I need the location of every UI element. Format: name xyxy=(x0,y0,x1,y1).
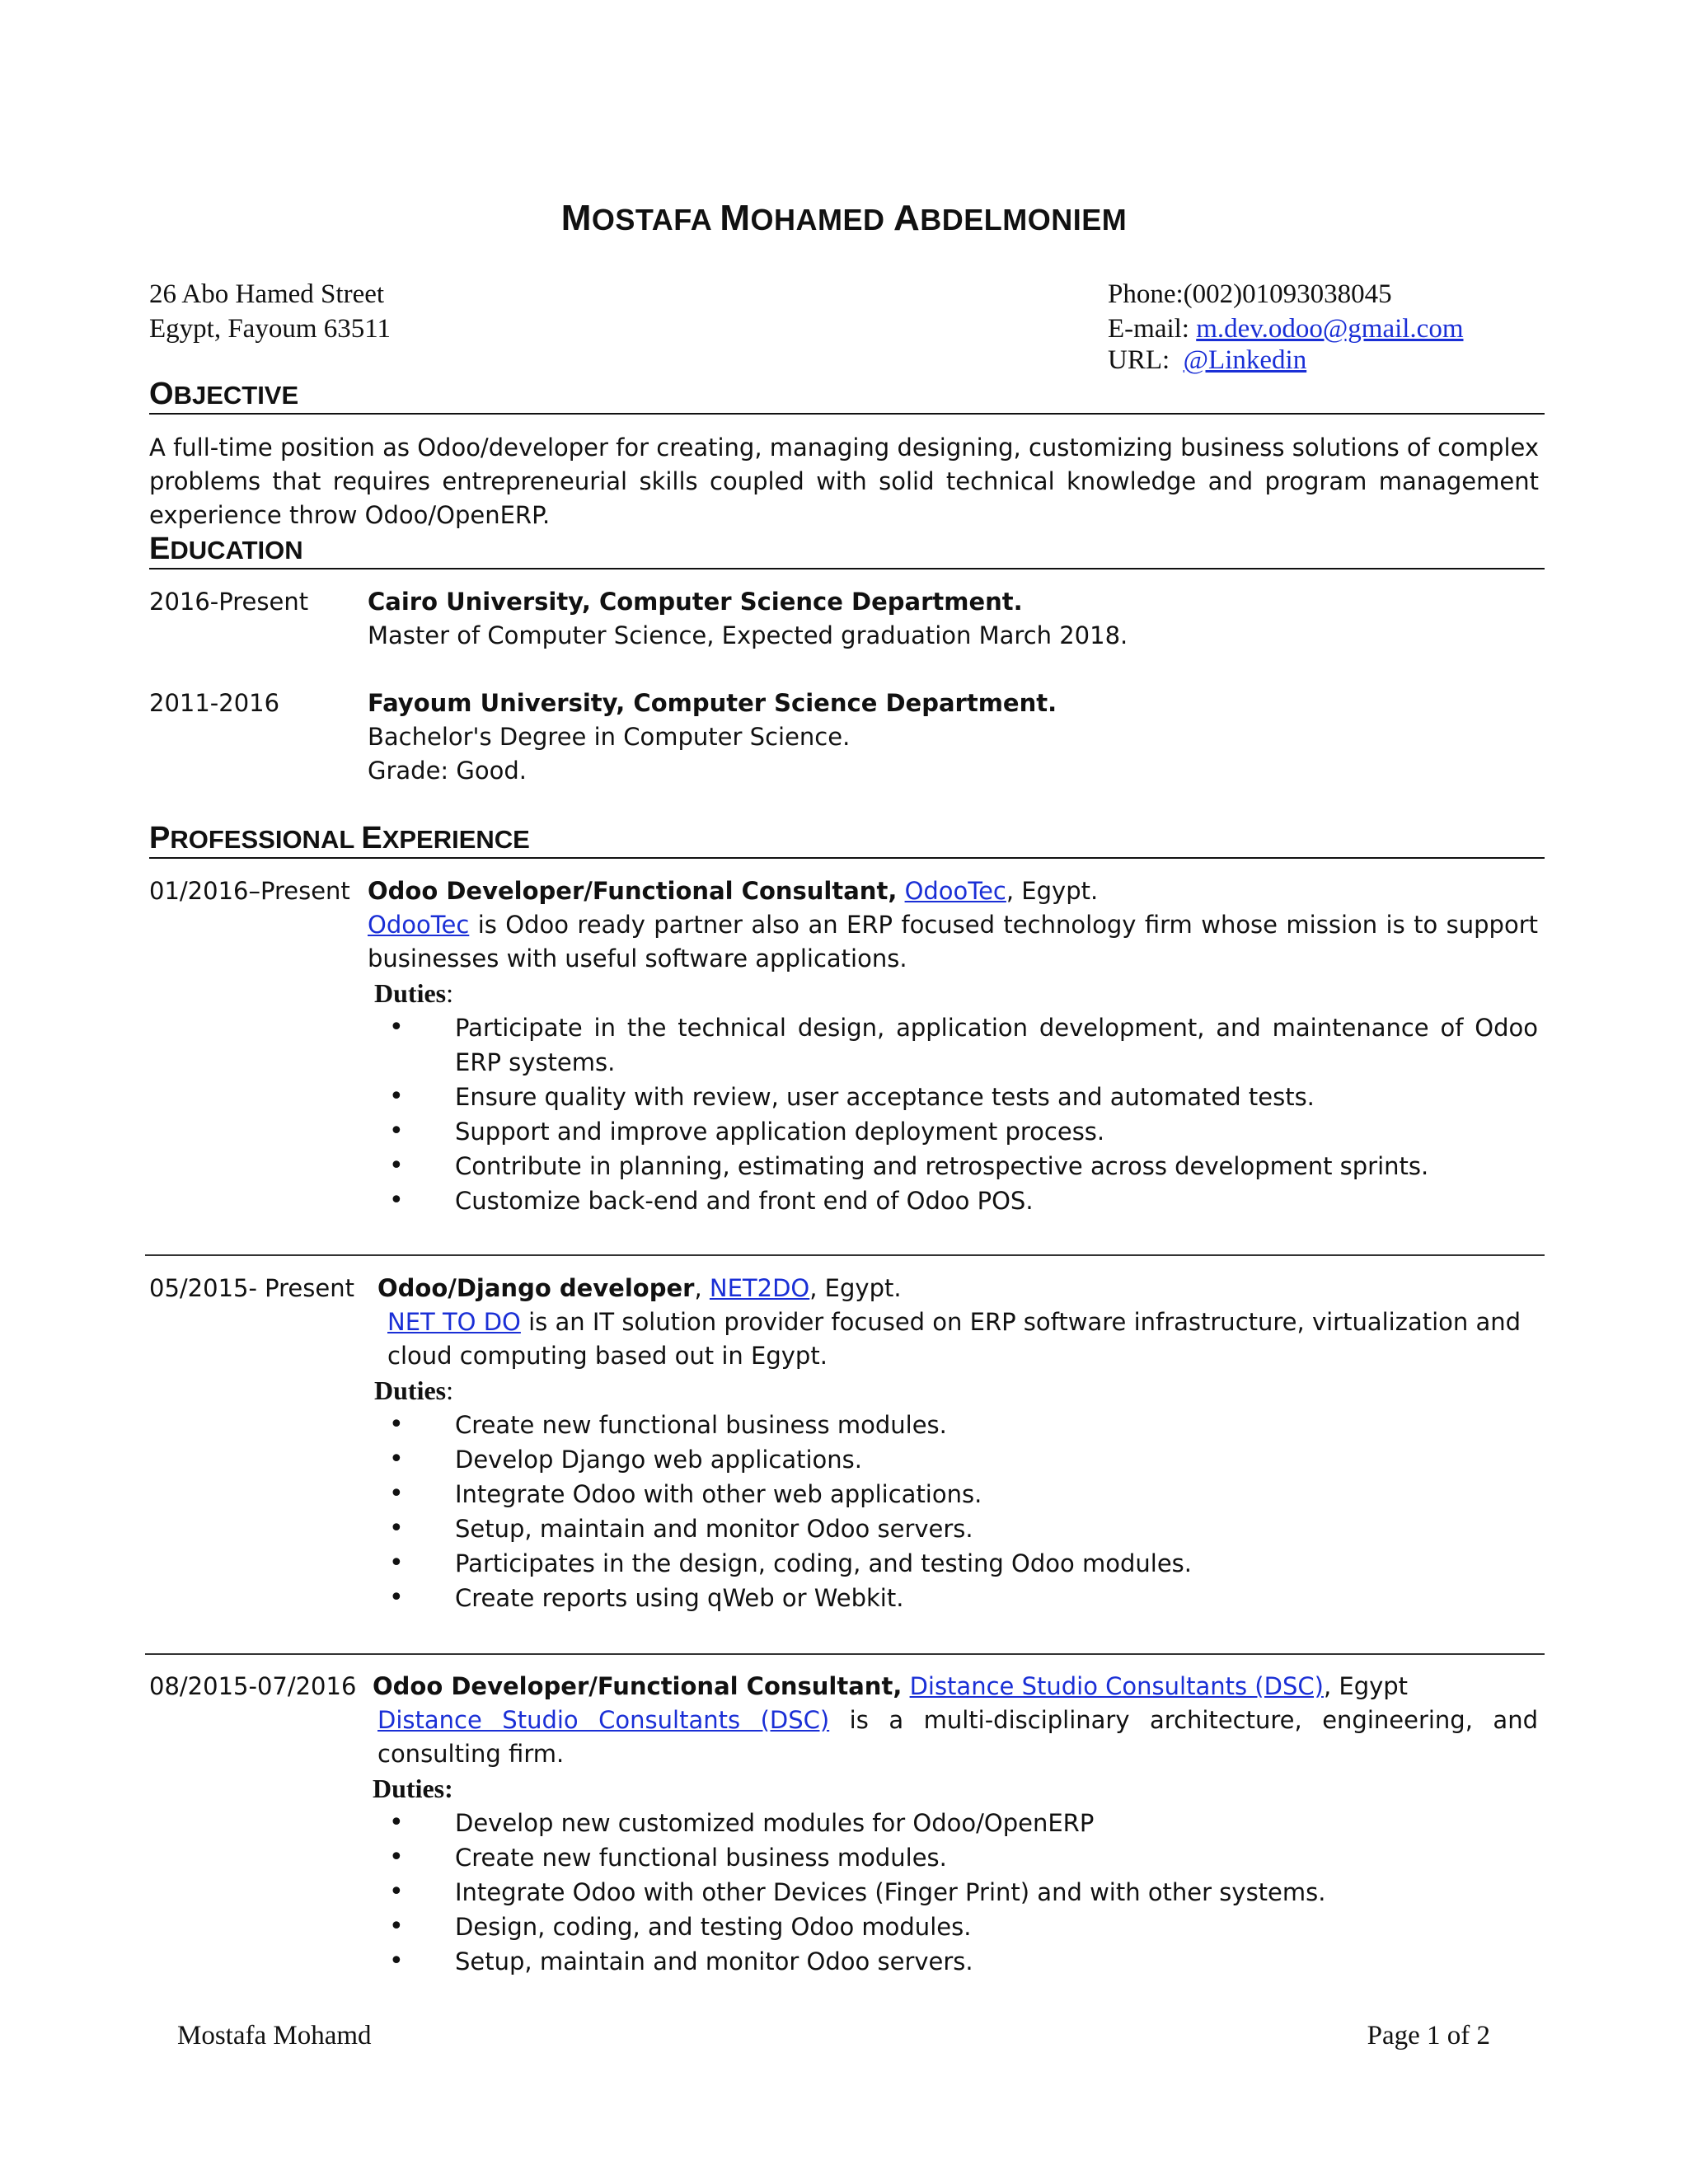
list-item: • Design, coding, and testing Odoo modules. xyxy=(389,1910,1538,1944)
section-divider xyxy=(145,1254,1545,1256)
contact-block xyxy=(1108,277,1464,377)
list-item: • Setup, maintain and monitor Odoo servers. xyxy=(389,1511,1538,1546)
list-item: • Develop new customized modules for Odoo/OpenERP xyxy=(389,1806,1538,1840)
bullet-icon: • xyxy=(389,1808,404,1837)
company-description: OdooTec is Odoo ready partner also an ERP focused technology firm whose mission is to support businesses with useful software applications. xyxy=(368,911,1538,972)
education-title: Fayoum University, Computer Science Department. xyxy=(368,689,1057,717)
list-item: • Integrate Odoo with other Devices (Finger Print) and with other systems. xyxy=(389,1875,1538,1910)
list-item: • Setup, maintain and monitor Odoo servers. xyxy=(389,1944,1538,1979)
email-row xyxy=(1108,312,1464,346)
list-item: • Ensure quality with review, user acceptance tests and automated tests. xyxy=(389,1080,1538,1114)
job-role: Odoo/Django developer xyxy=(377,1274,695,1302)
duties-label: Duties: xyxy=(373,1774,453,1803)
list-item: • Create new functional business modules. xyxy=(389,1408,1538,1442)
company-link[interactable]: OdooTec xyxy=(904,877,1006,905)
job-title-row: Odoo/Django developer, NET2DO, Egypt. xyxy=(377,1274,902,1302)
list-item: • Participate in the technical design, application development, and maintenance of Odoo ERP systems. xyxy=(389,1010,1538,1080)
job-entry xyxy=(374,1272,1538,1615)
url-row xyxy=(1108,343,1464,377)
phone: Phone:(002)01093038045 xyxy=(1108,279,1392,309)
footer-page-number: Page 1 of 2 xyxy=(1367,2021,1490,2050)
job-location: , Egypt. xyxy=(809,1274,902,1302)
bullet-icon: • xyxy=(389,1151,404,1180)
bullet-icon: • xyxy=(389,1479,404,1508)
education-date: 2011-2016 xyxy=(149,689,280,717)
bullet-icon: • xyxy=(389,1843,404,1872)
list-item: • Create new functional business modules. xyxy=(389,1840,1538,1875)
bullet-icon: • xyxy=(389,1947,404,1975)
company-description: Distance Studio Consultants (DSC) is a multi-disciplinary architecture, engineering, and consulting firm. xyxy=(377,1706,1538,1768)
linkedin-link[interactable]: @Linkedin xyxy=(1183,345,1307,375)
address-line-2: Egypt, Fayoum 63511 xyxy=(149,314,392,344)
bullet-icon: • xyxy=(389,1877,404,1906)
bullet-icon: • xyxy=(389,1583,404,1612)
bullet-icon: • xyxy=(389,1186,404,1215)
job-role: Odoo Developer/Functional Consultant, xyxy=(368,877,898,905)
company-desc-link[interactable]: NET TO DO xyxy=(387,1308,521,1336)
list-item: • Develop Django web applications. xyxy=(389,1442,1538,1477)
bullet-icon: • xyxy=(389,1445,404,1474)
address-block xyxy=(149,277,391,346)
job-date: 01/2016–Present xyxy=(149,877,350,905)
company-link[interactable]: Distance Studio Consultants (DSC) xyxy=(909,1672,1324,1700)
url-label: URL: xyxy=(1108,345,1184,375)
education-detail: Bachelor's Degree in Computer Science. xyxy=(368,723,851,751)
education-title: Cairo University, Computer Science Department. xyxy=(368,588,1023,616)
education-heading: EDUCATION xyxy=(149,532,1545,569)
job-title-row xyxy=(373,1670,1538,1704)
list-item: • Customize back-end and front end of Odoo POS. xyxy=(389,1183,1538,1218)
list-item: • Support and improve application deployment process. xyxy=(389,1114,1538,1149)
objective-heading: OBJECTIVE xyxy=(149,377,1545,415)
education-entry xyxy=(368,687,1538,788)
list-item: • Create reports using qWeb or Webkit. xyxy=(389,1581,1538,1615)
job-date: 08/2015-07/2016 xyxy=(149,1672,357,1700)
footer-author: Mostafa Mohamd xyxy=(177,2021,372,2050)
list-item: • Integrate Odoo with other web applications. xyxy=(389,1477,1538,1511)
candidate-name: MOSTAFA MOHAMED ABDELMONIEM xyxy=(560,198,1128,238)
education-date: 2016-Present xyxy=(149,588,309,616)
job-location: , Egypt. xyxy=(1006,877,1099,905)
company-description: NET TO DO is an IT solution provider focused on ERP software infrastructure, virtualization and cloud computing based out in Egypt. xyxy=(387,1308,1522,1370)
bullet-icon: • xyxy=(389,1013,404,1042)
education-entry xyxy=(368,585,1538,653)
company-link[interactable]: NET2DO xyxy=(709,1274,810,1302)
duties-label: Duties: xyxy=(374,978,453,1008)
company-desc-link[interactable]: OdooTec xyxy=(368,911,470,939)
job-location: , Egypt xyxy=(1323,1672,1409,1700)
job-title-row xyxy=(368,874,1538,908)
objective-text: A full-time position as Odoo/developer for creating, managing designing, customizing business solutions of complex problems that requires entrepreneurial skills coupled with solid technical knowledge and program management experience throw Odoo/OpenERP. xyxy=(149,434,1539,529)
education-detail: Grade: Good. xyxy=(368,757,527,785)
bullet-icon: • xyxy=(389,1549,404,1577)
duties-list xyxy=(368,1010,1538,1218)
bullet-icon: • xyxy=(389,1117,404,1146)
bullet-icon: • xyxy=(389,1410,404,1439)
list-item: • Contribute in planning, estimating and retrospective across development sprints. xyxy=(389,1149,1538,1183)
duties-label: Duties: xyxy=(374,1376,453,1405)
email-label: E-mail: xyxy=(1108,314,1197,344)
duties-list xyxy=(377,1408,1538,1615)
bullet-icon: • xyxy=(389,1912,404,1941)
section-divider xyxy=(145,1653,1545,1655)
education-detail: Master of Computer Science, Expected graduation March 2018. xyxy=(368,621,1128,649)
email-link[interactable]: m.dev.odoo@gmail.com xyxy=(1196,314,1464,344)
job-date: 05/2015- Present xyxy=(149,1274,354,1302)
address-line-1: 26 Abo Hamed Street xyxy=(149,279,385,309)
job-entry xyxy=(368,874,1538,1218)
duties-list xyxy=(373,1806,1538,1979)
job-role: Odoo Developer/Functional Consultant, xyxy=(373,1672,903,1700)
experience-heading: PROFESSIONAL EXPERIENCE xyxy=(149,821,1545,859)
company-desc-link[interactable]: Distance Studio Consultants (DSC) xyxy=(377,1706,830,1734)
bullet-icon: • xyxy=(389,1082,404,1111)
bullet-icon: • xyxy=(389,1514,404,1543)
job-entry xyxy=(373,1670,1538,1979)
list-item: • Participates in the design, coding, and testing Odoo modules. xyxy=(389,1546,1538,1581)
